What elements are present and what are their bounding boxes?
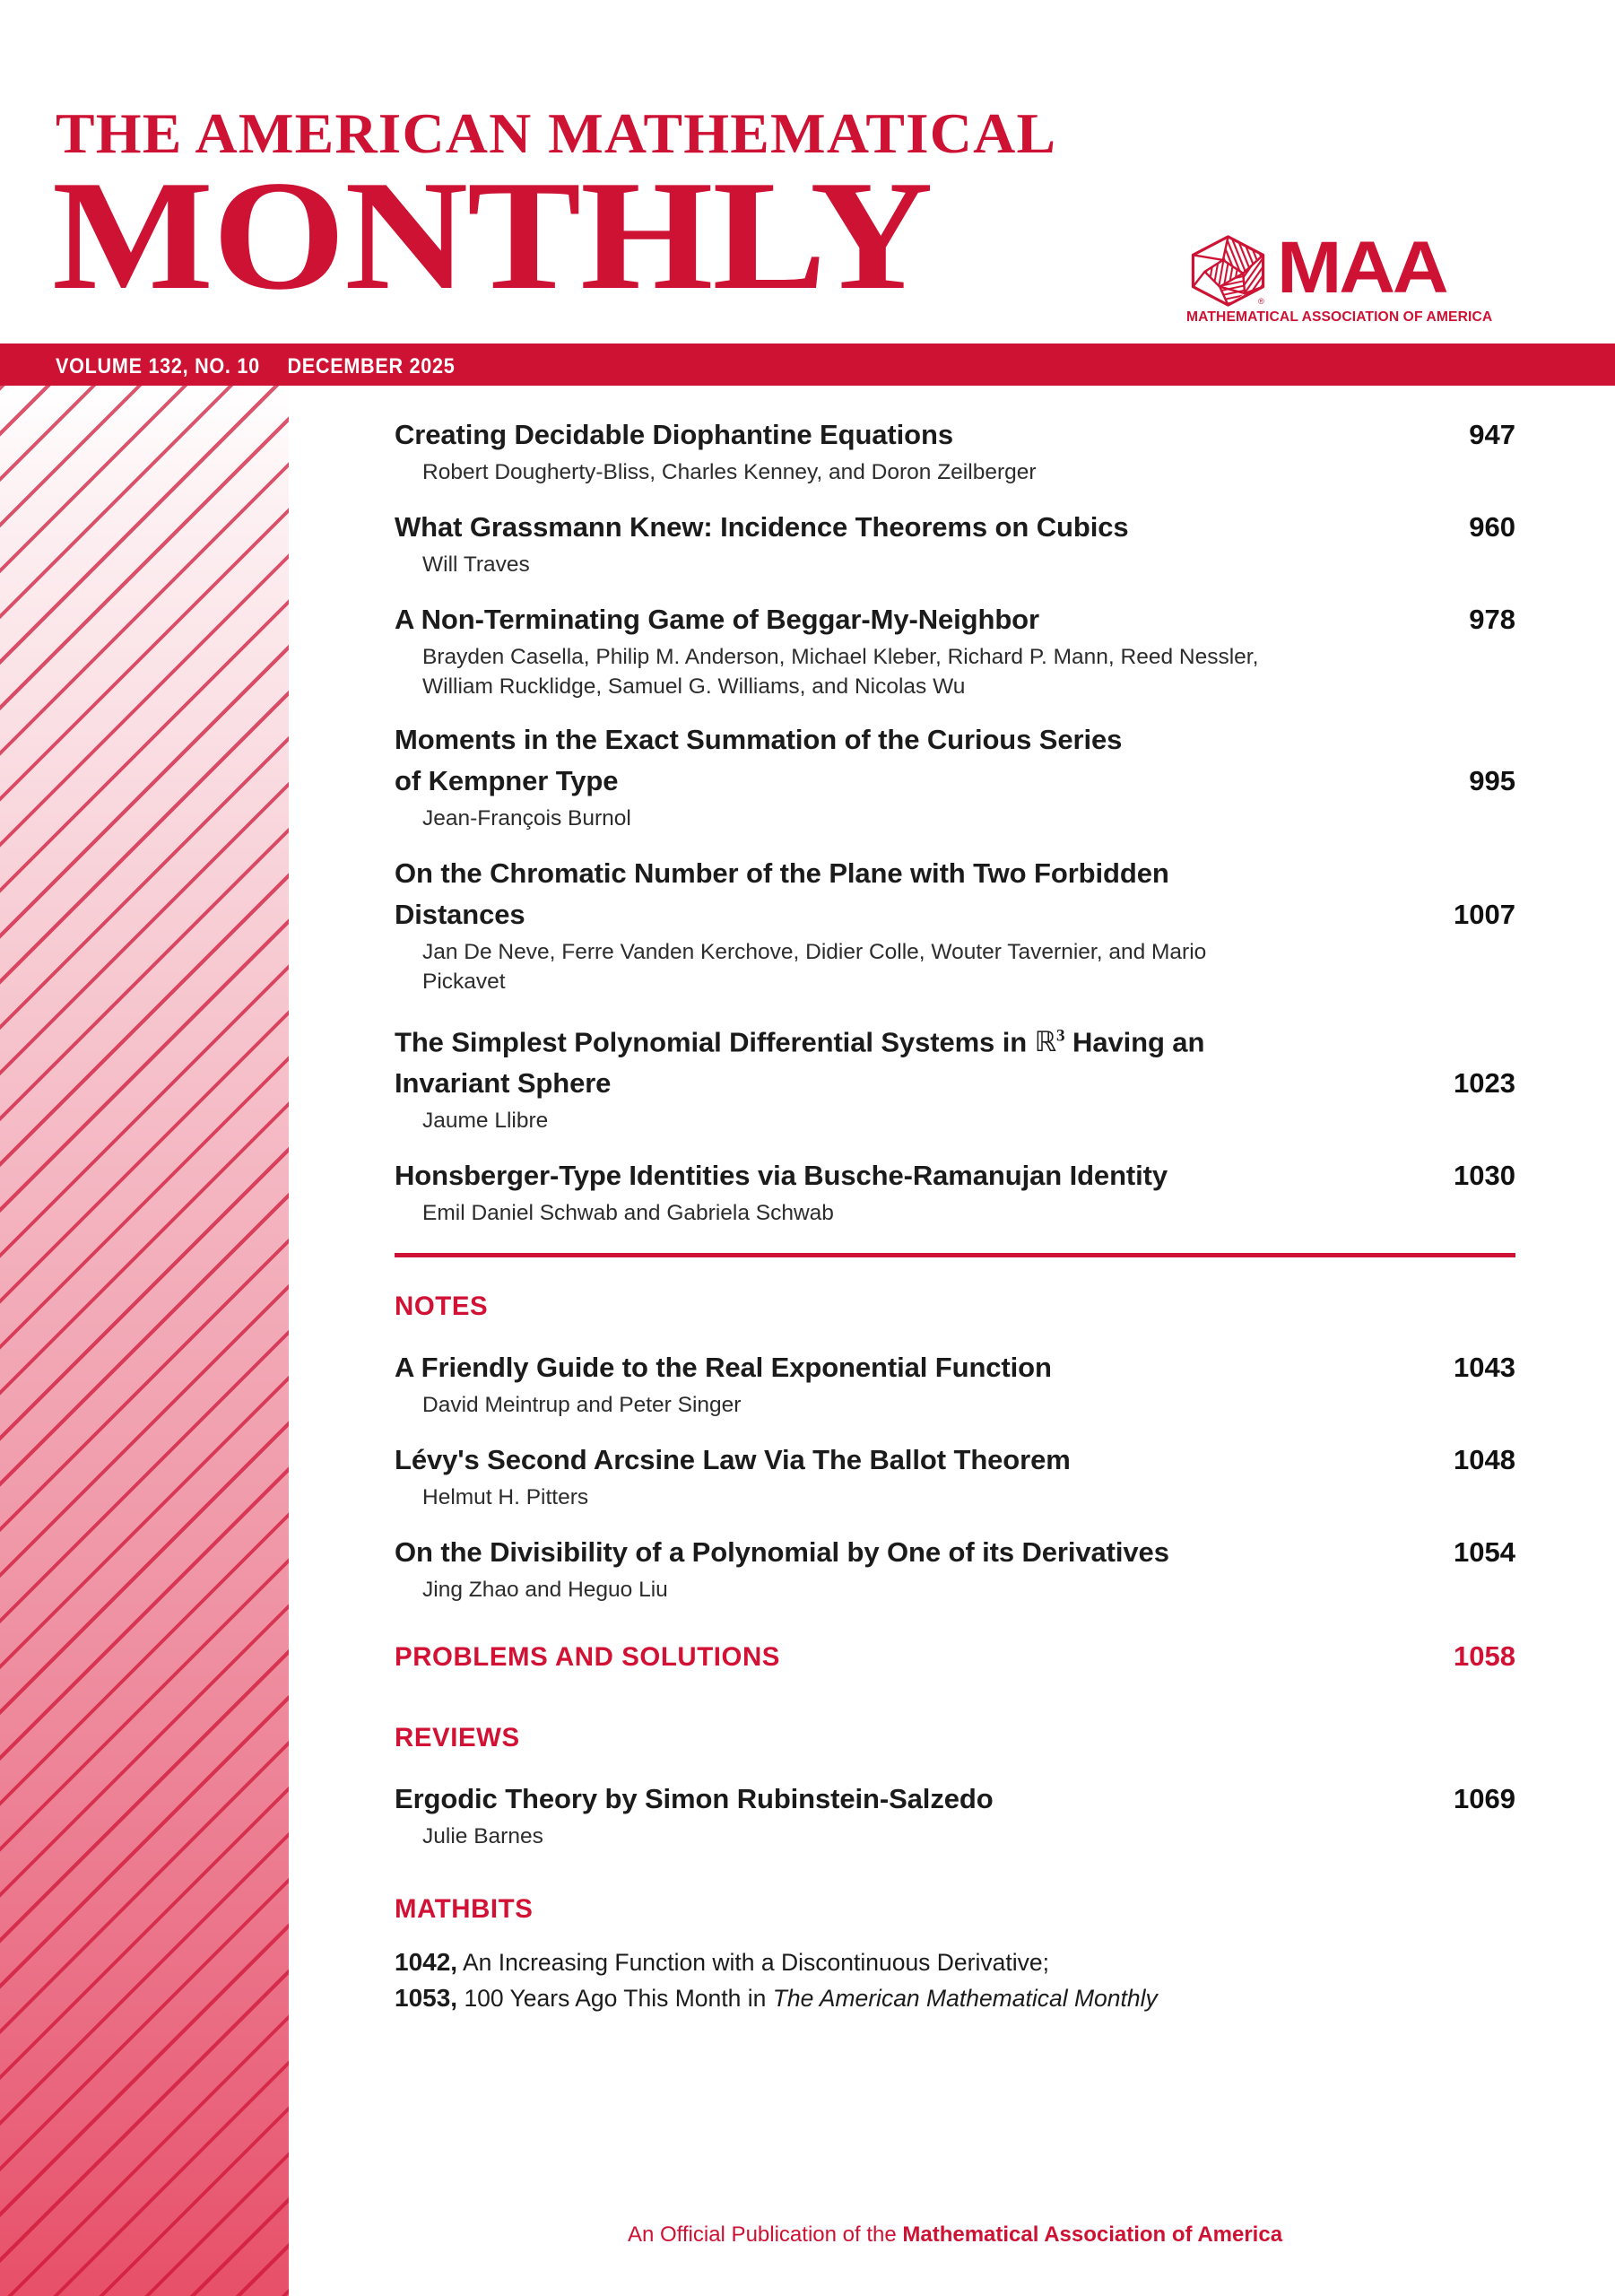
maa-subtitle: MATHEMATICAL ASSOCIATION OF AMERICA — [1186, 309, 1493, 325]
toc-entry-article[interactable] — [395, 719, 1515, 833]
review-authors: Julie Barnes — [422, 1824, 543, 1849]
footer-publication-note — [395, 2222, 1515, 2248]
volume-bar — [0, 344, 1615, 386]
article-page-number: 1030 — [1454, 1160, 1515, 1192]
toc-entry-note[interactable] — [395, 1439, 1515, 1512]
article-title[interactable]: What Grassmann Knew: Incidence Theorems on Cubics — [395, 511, 1129, 543]
article-page-number: 1023 — [1454, 1067, 1515, 1100]
blackboard-bold-r-icon: ℝ$^3$ — [1034, 1026, 1065, 1058]
mathbits-page-number: 1042, — [395, 1948, 458, 1977]
mathbits-page-number: 1053, — [395, 1984, 458, 2013]
article-authors: Will Traves — [422, 552, 530, 577]
article-authors: Emil Daniel Schwab and Gabriela Schwab — [422, 1201, 834, 1226]
article-title[interactable]: A Non-Terminating Game of Beggar-My-Neighbor — [395, 604, 1039, 635]
article-title[interactable]: Honsberger-Type Identities via Busche-Ramanujan Identity — [395, 1160, 1168, 1192]
stripe-diagonal-lines — [0, 386, 289, 2296]
review-page-number: 1069 — [1454, 1783, 1515, 1815]
toc-entry-article[interactable] — [395, 1016, 1515, 1135]
problems-page-number: 1058 — [1454, 1640, 1515, 1673]
svg-text:®: ® — [1257, 297, 1264, 307]
note-page-number: 1054 — [1454, 1536, 1515, 1569]
maa-logo — [1185, 227, 1495, 325]
mathbits-text: 100 Years Ago This Month in — [457, 1985, 773, 2013]
toc-entry-article[interactable] — [395, 1155, 1515, 1228]
article-title[interactable]: Moments in the Exact Summation of the Curious Series of Kempner Type — [395, 724, 1123, 796]
article-authors: Jean-François Burnol — [422, 806, 631, 831]
mathbits-text: An Increasing Function with a Discontinuous Derivative; — [457, 1949, 1049, 1977]
footer-prefix: An Official Publication of the — [627, 2222, 903, 2247]
article-title-pre: The Simplest Polynomial Differential Systems in — [395, 1026, 1035, 1058]
article-authors: Jaume Llibre — [422, 1109, 549, 1134]
decorative-stripe-panel — [0, 386, 289, 2296]
article-page-number: 978 — [1469, 604, 1515, 635]
toc-entry-article[interactable] — [395, 414, 1515, 487]
note-title[interactable]: On the Divisibility of a Polynomial by One of its Derivatives — [395, 1536, 1169, 1569]
table-of-contents — [395, 414, 1515, 2016]
volume-label: VOLUME 132, NO. 10 — [56, 354, 260, 378]
issue-date: DECEMBER 2025 — [287, 354, 456, 378]
toc-entry-review[interactable] — [395, 1779, 1515, 1851]
note-authors: Jing Zhao and Heguo Liu — [422, 1578, 668, 1603]
note-page-number: 1043 — [1454, 1352, 1515, 1384]
article-title[interactable]: Creating Decidable Diophantine Equations — [395, 419, 953, 450]
article-title-post: Having an Invariant Sphere — [395, 1026, 1205, 1100]
article-authors: Jan De Neve, Ferre Vanden Kerchove, Didier Colle, Wouter Tavernier, and Mario Pickavet — [422, 940, 1207, 994]
mathbits-entry[interactable] — [395, 1944, 1399, 1980]
section-problems-and-solutions[interactable] — [395, 1640, 1515, 1673]
journal-title-line2: MONTHLY — [52, 148, 933, 322]
note-page-number: 1048 — [1454, 1444, 1515, 1476]
note-authors: David Meintrup and Peter Singer — [422, 1393, 742, 1418]
maa-letters: MAA — [1277, 227, 1446, 309]
section-heading-mathbits: MATHBITS — [395, 1894, 534, 1925]
article-authors: Brayden Casella, Philip M. Anderson, Michael Kleber, Richard P. Mann, Reed Nessler, William Rucklidge, Samuel G. Williams, and Nicolas Wu — [422, 645, 1259, 699]
toc-entry-note[interactable] — [395, 1532, 1515, 1605]
masthead — [0, 0, 1615, 344]
article-page-number: 1007 — [1454, 899, 1515, 930]
article-page-number: 947 — [1469, 419, 1515, 450]
toc-entry-article[interactable] — [395, 853, 1515, 996]
article-title[interactable]: On the Chromatic Number of the Plane with Two Forbidden Distances — [395, 857, 1169, 930]
toc-entry-article[interactable] — [395, 599, 1515, 701]
note-authors: Helmut H. Pitters — [422, 1485, 589, 1510]
article-title[interactable] — [395, 1016, 1220, 1104]
section-heading-problems: PROBLEMS AND SOLUTIONS — [395, 1642, 781, 1673]
volume-bar-text — [56, 354, 455, 379]
mathbits-journal-name: The American Mathematical Monthly — [772, 1985, 1158, 2013]
journal-title-line1: THE AMERICAN MATHEMATICAL — [56, 101, 1057, 165]
mathbits-entry[interactable] — [395, 1980, 1399, 2016]
maa-polyhedron-icon — [1185, 235, 1271, 307]
toc-entry-note[interactable] — [395, 1347, 1515, 1420]
footer-organization: Mathematical Association of America — [902, 2222, 1283, 2247]
section-divider — [395, 1253, 1515, 1257]
note-title[interactable]: Lévy's Second Arcsine Law Via The Ballot Theorem — [395, 1444, 1071, 1476]
note-title[interactable]: A Friendly Guide to the Real Exponential Function — [395, 1352, 1052, 1384]
section-heading-reviews: REVIEWS — [395, 1723, 520, 1753]
toc-entry-article[interactable] — [395, 507, 1515, 579]
article-page-number: 995 — [1469, 765, 1515, 796]
article-authors: Robert Dougherty-Bliss, Charles Kenney, and Doron Zeilberger — [422, 460, 1037, 484]
review-title[interactable]: Ergodic Theory by Simon Rubinstein-Salzedo — [395, 1783, 994, 1815]
section-heading-notes: NOTES — [395, 1292, 489, 1322]
article-page-number: 960 — [1469, 511, 1515, 543]
